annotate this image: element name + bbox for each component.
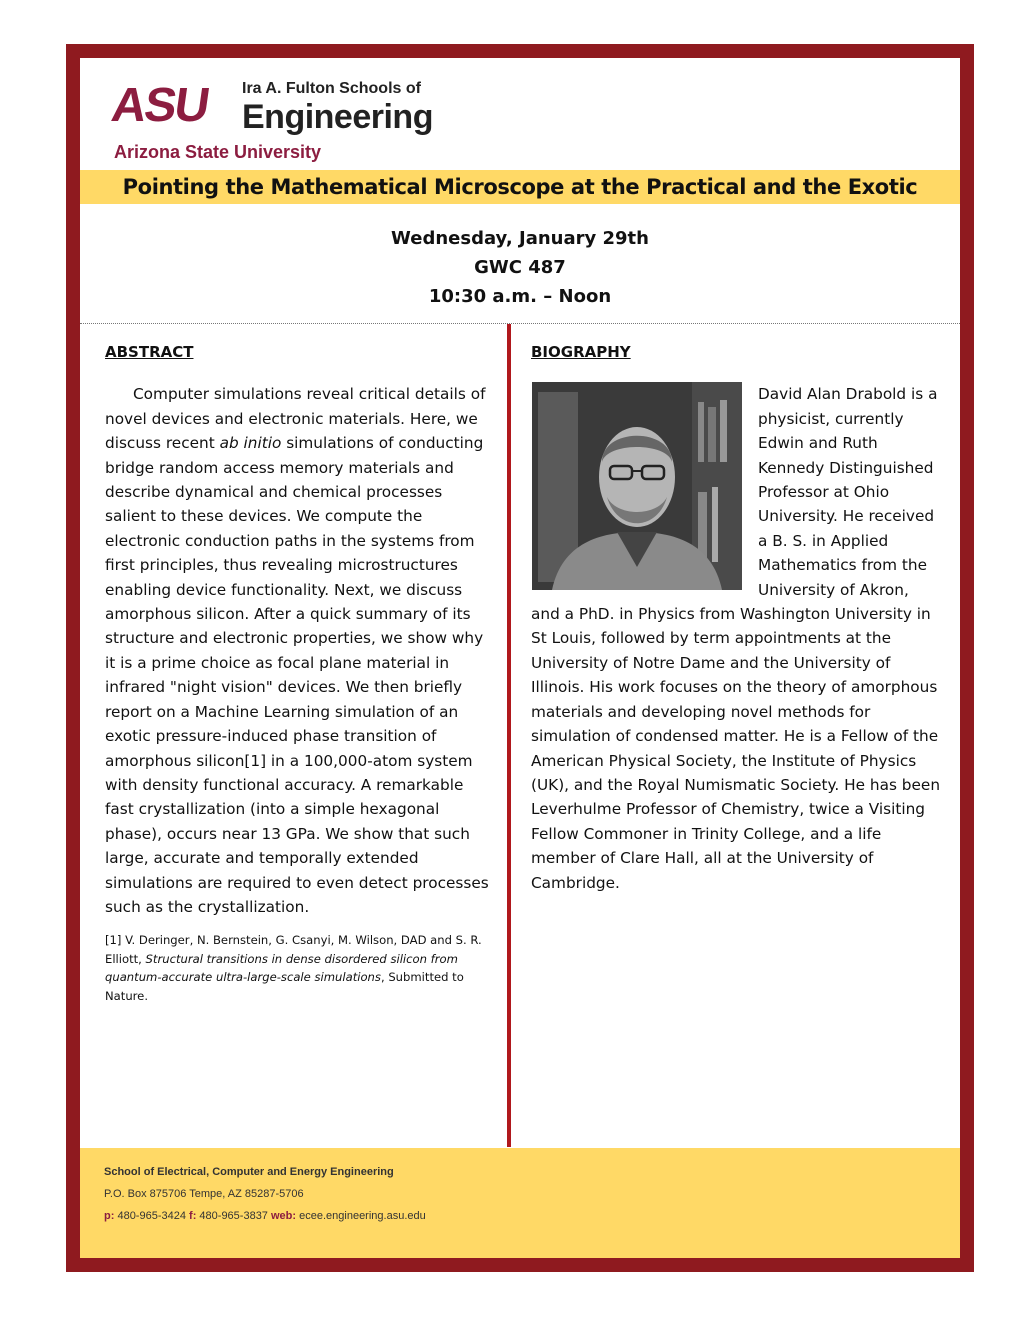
logo-school-line1: Ira A. Fulton Schools of [242,80,421,97]
asu-engineering-logo [104,72,444,164]
page-title: Pointing the Mathematical Microscope at the Practical and the Exotic [122,175,918,199]
abstract-text: Computer simulations reveal critical details of novel devices and electronic materials. Here, we discuss recent ab initio simulations of conducting bridge random access memory materials and describe dynamical and chemical processes salient to these devices. We compute the electronic conduction paths in the systems from first principles, thus revealing microstructures enabling device functionality. Next, we discuss amorphous silicon. After a quick summary of its structure and electronic properties, we show why it is a prime choice as focal plane material in infrared "night vision" devices. We then briefly report on a Machine Learning simulation of an exotic pressure-induced phase transition of amorphous silicon[1] in a 100,000-atom system with density functional accuracy. A remarkable fast crystallization (into a simple hexagonal phase), occurs near 13 GPa. We show that such large, accurate and temporally extended simulations are required to even detect processes such as the crystallization. [105,385,489,916]
speaker-portrait-illustration [532,382,742,590]
footer-fax: 480-965-3837 [199,1210,268,1222]
speaker-photo [532,382,742,590]
biography-heading: BIOGRAPHY [531,343,631,361]
title-band [80,170,960,204]
biography-text: David Alan Drabold is a physicist, currently Edwin and Ruth Kennedy Distinguished Professor at Ohio University. He received a B. S. in Applied Mathematics from the University of Akron, and a PhD. in Physics from Washington University in St Louis, followed by term appointments at the University of Notre Dame and the University of Illinois. His work focuses on the theory of amorphous materials and developing novel methods for simulation of condensed matter. He is a Fellow of the American Physical Society, the Institute of Physics (UK), and the Royal Numismatic Society. He has been Leverhulme Professor of Chemistry, twice a Visiting Fellow Commoner in Trinity College, and a life member of Clare Hall, all at the University of Cambridge. [531,385,941,892]
footer-address: P.O. Box 875706 Tempe, AZ 85287-5706 [104,1188,304,1200]
asu-logo-mark: ASU [108,79,212,132]
poster-content [80,58,960,1258]
abstract-column [105,340,495,1005]
event-date: Wednesday, January 29th [391,228,649,249]
footer [80,1148,960,1258]
event-room: GWC 487 [474,257,566,278]
footer-web-link[interactable]: ecee.engineering.asu.edu [299,1210,426,1222]
logo-university: Arizona State University [114,142,322,162]
section-divider [80,323,960,324]
abstract-italic: ab initio [219,434,282,453]
poster-frame [66,44,974,1272]
footer-contact: p: 480-965-3424 f: 480-965-3837 web: ecee.engineering.asu.edu [104,1210,426,1222]
logo-school-line2: Engineering [242,98,433,136]
column-divider [507,324,511,1147]
footer-school: School of Electrical, Computer and Energy Engineering [104,1166,394,1178]
biography-column [531,340,941,895]
event-details [80,224,960,311]
abstract-heading: ABSTRACT [105,343,194,361]
abstract-reference: [1] V. Deringer, N. Bernstein, G. Csanyi, M. Wilson, DAD and S. R. Elliott, Structural transitions in dense disordered silicon from quantum-accurate ultra-large-scale simulations, Submitted to Nature. [105,933,482,1003]
footer-phone: 480-965-3424 [117,1210,186,1222]
event-time: 10:30 a.m. – Noon [428,286,612,307]
